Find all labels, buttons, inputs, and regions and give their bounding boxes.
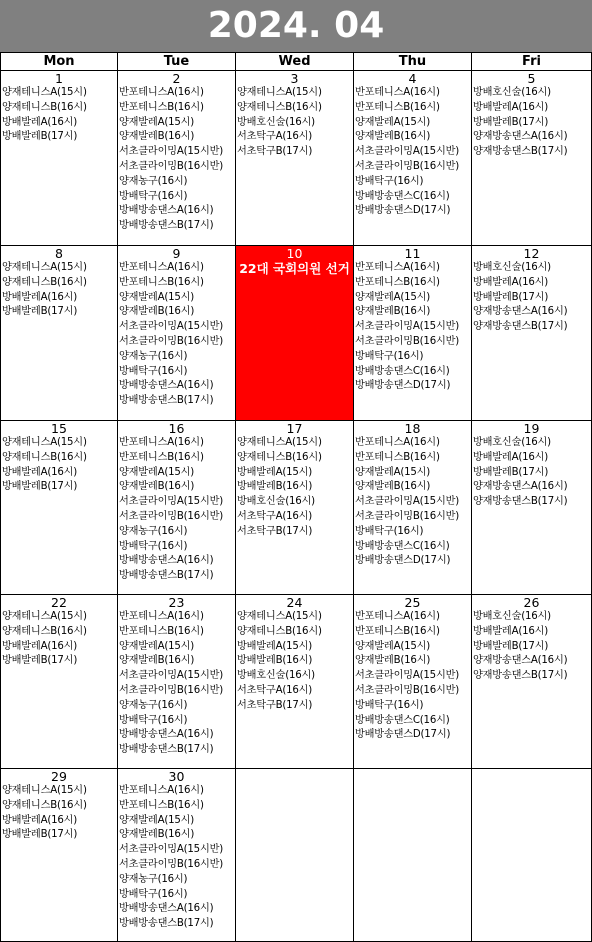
event-item: 방배탁구(16시): [119, 714, 188, 726]
event-item: 서초클라이밍A(15시반): [355, 321, 460, 333]
event-item: 양재발레B(16시): [355, 481, 431, 493]
event-item: 반포테니스A(16시): [119, 87, 204, 98]
event-item: 서초탁구B(17시): [237, 699, 313, 711]
event-item: 반포테니스A(16시): [355, 262, 440, 273]
day-number: 26: [523, 595, 540, 610]
event-item: 방배방송댄스A(16시): [119, 903, 214, 915]
event-item: 방배발레A(16시): [473, 101, 549, 113]
event-item: 양재방송댄스A(16시): [473, 655, 568, 667]
day-cell-24: [236, 595, 354, 769]
event-item: 방배탁구(16시): [355, 175, 424, 187]
event-item: 방배발레A(15시): [237, 640, 313, 652]
day-cell-4: [354, 71, 472, 246]
empty-cell: [472, 769, 592, 942]
event-item: 방배발레A(16시): [2, 116, 78, 128]
event-item: 방배발레A(16시): [473, 625, 549, 637]
day-number: 30: [168, 769, 185, 784]
event-item: 방배방송댄스C(16시): [355, 540, 450, 552]
event-item: 양재발레B(16시): [355, 131, 431, 143]
event-item: 방배방송댄스D(17시): [355, 205, 451, 217]
day-cell-12: [472, 246, 592, 421]
day-number: 17: [286, 421, 303, 436]
event-item: 양재발레A(15시): [119, 466, 195, 478]
event-item: 양재방송댄스B(17시): [473, 321, 568, 333]
event-item: 양재테니스B(16시): [237, 451, 322, 463]
event-item: 방배방송댄스B(17시): [119, 570, 214, 582]
event-item: 양재농구(16시): [119, 525, 188, 537]
day-cell-18: [354, 421, 472, 595]
event-item: 양재발레A(15시): [355, 291, 431, 303]
event-item: 방배방송댄스D(17시): [355, 380, 451, 392]
day-number: 23: [168, 595, 185, 610]
event-item: 양재테니스B(16시): [2, 625, 87, 637]
event-item: 서초탁구A(16시): [237, 684, 313, 696]
event-item: 반포테니스B(16시): [119, 276, 204, 288]
calendar-title: 2024. 04: [0, 0, 592, 52]
day-number: 9: [172, 246, 181, 261]
day-cell-11: [354, 246, 472, 421]
event-item: 방배발레A(16시): [473, 451, 549, 463]
event-item: 서초클라이밍B(16시반): [119, 510, 224, 522]
event-item: 서초클라이밍B(16시반): [355, 335, 460, 347]
event-item: 서초클라이밍B(16시반): [355, 160, 460, 172]
day-number: 24: [286, 595, 303, 610]
event-item: 서초클라이밍A(15시반): [119, 670, 224, 682]
event-item: 방배발레A(15시): [237, 466, 313, 478]
event-item: 양재발레B(16시): [119, 829, 195, 841]
event-item: 반포테니스A(16시): [355, 87, 440, 98]
event-item: 서초클라이밍A(15시반): [119, 146, 224, 158]
event-item: 서초탁구B(17시): [237, 146, 313, 158]
event-item: 양재테니스A(15시): [2, 785, 87, 796]
event-item: 방배방송댄스B(17시): [119, 744, 214, 756]
event-item: 서초탁구B(17시): [237, 525, 313, 537]
event-item: 양재테니스A(15시): [237, 437, 322, 448]
day-cell-1: [0, 71, 118, 246]
event-item: 방배방송댄스B(17시): [119, 395, 214, 407]
day-cell-2: [118, 71, 236, 246]
event-item: 반포테니스B(16시): [355, 625, 440, 637]
event-item: 양재방송댄스A(16시): [473, 306, 568, 318]
event-item: 서초클라이밍B(16시반): [119, 858, 224, 870]
event-item: 방배호신술(16시): [473, 87, 551, 98]
event-item: 방배발레B(16시): [237, 655, 313, 667]
event-item: 서초클라이밍A(15시반): [119, 321, 224, 333]
event-item: 방배발레B(17시): [2, 829, 78, 841]
event-item: 반포테니스A(16시): [119, 262, 204, 273]
event-item: 양재테니스B(16시): [2, 101, 87, 113]
event-item: 방배발레B(17시): [473, 291, 549, 303]
event-item: 반포테니스B(16시): [119, 451, 204, 463]
event-item: 방배방송댄스D(17시): [355, 555, 451, 567]
day-number: 4: [408, 71, 417, 86]
event-item: 서초클라이밍B(16시반): [355, 510, 460, 522]
day-number: 3: [290, 71, 299, 86]
event-item: 양재테니스A(15시): [2, 87, 87, 98]
event-item: 반포테니스A(16시): [119, 437, 204, 448]
event-item: 방배발레B(17시): [2, 131, 78, 143]
event-item: 방배발레B(17시): [473, 640, 549, 652]
weekday-header-fri: Fri: [472, 52, 592, 71]
event-item: 양재발레B(16시): [119, 655, 195, 667]
day-cell-29: [0, 769, 118, 942]
day-number: 16: [168, 421, 185, 436]
event-item: 서초클라이밍A(15시반): [119, 496, 224, 508]
day-cell-3: [236, 71, 354, 246]
event-item: 양재테니스A(15시): [2, 437, 87, 448]
event-item: 양재테니스A(15시): [2, 262, 87, 273]
event-item: 방배탁구(16시): [119, 190, 188, 202]
day-cell-15: [0, 421, 118, 595]
event-item: 방배발레A(16시): [2, 814, 78, 826]
day-number: 8: [55, 246, 63, 261]
event-item: 방배방송댄스A(16시): [119, 729, 214, 741]
event-item: 방배호신술(16시): [473, 437, 551, 448]
day-number: 5: [527, 71, 536, 86]
day-number: [236, 769, 353, 784]
event-item: 양재테니스B(16시): [237, 101, 322, 113]
event-item: 방배발레A(16시): [2, 640, 78, 652]
event-item: 양재테니스A(15시): [2, 611, 87, 622]
day-number: 18: [404, 421, 421, 436]
event-item: 방배탁구(16시): [119, 540, 188, 552]
event-item: 방배탁구(16시): [355, 525, 424, 537]
event-item: 방배발레B(17시): [2, 481, 78, 493]
event-item: 양재농구(16시): [119, 175, 188, 187]
event-item: 방배방송댄스A(16시): [119, 380, 214, 392]
event-item: 양재테니스B(16시): [2, 276, 87, 288]
event-item: 서초클라이밍A(15시반): [355, 496, 460, 508]
event-item: 양재발레A(15시): [119, 291, 195, 303]
event-item: 서초클라이밍B(16시반): [119, 160, 224, 172]
day-cell-9: [118, 246, 236, 421]
event-item: 양재발레B(16시): [119, 481, 195, 493]
event-item: 방배발레B(17시): [2, 655, 78, 667]
day-cell-16: [118, 421, 236, 595]
day-number: 25: [404, 595, 421, 610]
event-item: 서초클라이밍B(16시반): [355, 684, 460, 696]
event-item: 양재테니스A(15시): [237, 87, 322, 98]
event-item: 양재발레A(15시): [119, 116, 195, 128]
event-item: 양재방송댄스A(16시): [473, 131, 568, 143]
event-item: 방배방송댄스B(17시): [119, 918, 214, 930]
event-item: 반포테니스B(16시): [119, 625, 204, 637]
event-item: 방배방송댄스C(16시): [355, 714, 450, 726]
event-item: 방배탁구(16시): [355, 699, 424, 711]
event-item: 양재발레A(15시): [355, 640, 431, 652]
day-number: 1: [55, 71, 63, 86]
day-number: 11: [404, 246, 421, 261]
day-number: [354, 769, 471, 784]
day-number: 12: [523, 246, 540, 261]
event-item: 방배호신술(16시): [237, 670, 315, 682]
day-number: [472, 769, 591, 784]
event-item: 방배방송댄스D(17시): [355, 729, 451, 741]
event-item: 방배발레B(17시): [2, 306, 78, 318]
event-item: 서초클라이밍A(15시반): [355, 146, 460, 158]
empty-cell: [236, 769, 354, 942]
day-cell-22: [0, 595, 118, 769]
event-item: 서초클라이밍A(15시반): [119, 844, 224, 856]
event-item: 방배호신술(16시): [473, 611, 551, 622]
event-item: 반포테니스A(16시): [355, 611, 440, 622]
event-item: 양재발레B(16시): [119, 306, 195, 318]
event-item: 양재발레A(15시): [355, 116, 431, 128]
event-item: 방배발레A(16시): [473, 276, 549, 288]
event-item: 서초탁구A(16시): [237, 131, 313, 143]
event-item: 반포테니스B(16시): [119, 101, 204, 113]
event-item: 양재방송댄스B(17시): [473, 496, 568, 508]
weekday-header-thu: Thu: [354, 52, 472, 71]
event-item: 방배발레B(17시): [473, 466, 549, 478]
event-item: 양재발레A(15시): [119, 814, 195, 826]
event-item: 방배발레B(16시): [237, 481, 313, 493]
day-cell-19: [472, 421, 592, 595]
day-cell-8: [0, 246, 118, 421]
event-item: 방배탁구(16시): [119, 365, 188, 377]
event-item: 방배방송댄스B(17시): [119, 220, 214, 232]
event-item: 양재방송댄스B(17시): [473, 146, 568, 158]
event-item: 서초클라이밍A(15시반): [355, 670, 460, 682]
event-item: 방배탁구(16시): [119, 888, 188, 900]
event-item: 양재테니스B(16시): [2, 799, 87, 811]
day-cell-17: [236, 421, 354, 595]
event-item: 방배호신술(16시): [473, 262, 551, 273]
event-item: 양재발레B(16시): [355, 306, 431, 318]
day-cell-26: [472, 595, 592, 769]
event-item: 방배방송댄스A(16시): [119, 205, 214, 217]
event-item: 양재농구(16시): [119, 350, 188, 362]
event-item: 방배발레B(17시): [473, 116, 549, 128]
day-number: 15: [51, 421, 67, 436]
event-item: 방배탁구(16시): [355, 350, 424, 362]
event-item: 서초탁구A(16시): [237, 510, 313, 522]
event-item: 방배방송댄스C(16시): [355, 190, 450, 202]
event-item: 양재테니스B(16시): [2, 451, 87, 463]
day-cell-10: [236, 246, 354, 421]
day-number: 10: [286, 246, 303, 261]
event-item: 방배방송댄스A(16시): [119, 555, 214, 567]
event-item: 반포테니스B(16시): [355, 101, 440, 113]
day-number: 29: [51, 769, 67, 784]
event-item: 반포테니스B(16시): [119, 799, 204, 811]
event-item: 반포테니스A(16시): [119, 785, 204, 796]
event-item: 방배발레A(16시): [2, 291, 78, 303]
event-item: 서초클라이밍B(16시반): [119, 684, 224, 696]
event-item: 양재방송댄스A(16시): [473, 481, 568, 493]
day-cell-25: [354, 595, 472, 769]
event-item: 방배호신술(16시): [237, 496, 315, 508]
day-cell-30: [118, 769, 236, 942]
weekday-header-mon: Mon: [0, 52, 118, 71]
event-item: 방배호신술(16시): [237, 116, 315, 128]
weekday-header-tue: Tue: [118, 52, 236, 71]
event-item: 반포테니스B(16시): [355, 451, 440, 463]
event-item: 양재발레B(16시): [355, 655, 431, 667]
holiday-note: 22대 국회의원 선거: [239, 261, 350, 276]
day-number: 2: [172, 71, 181, 86]
event-item: 반포테니스B(16시): [355, 276, 440, 288]
event-item: 양재발레A(15시): [119, 640, 195, 652]
day-cell-5: [472, 71, 592, 246]
event-item: 양재농구(16시): [119, 873, 188, 885]
weekday-header-wed: Wed: [236, 52, 354, 71]
event-item: 양재발레A(15시): [355, 466, 431, 478]
day-number: 22: [51, 595, 67, 610]
calendar-grid: [0, 52, 592, 942]
event-item: 양재방송댄스B(17시): [473, 670, 568, 682]
event-item: 방배발레A(16시): [2, 466, 78, 478]
day-cell-23: [118, 595, 236, 769]
empty-cell: [354, 769, 472, 942]
event-item: 양재테니스A(15시): [237, 611, 322, 622]
event-item: 반포테니스A(16시): [119, 611, 204, 622]
event-item: 양재농구(16시): [119, 699, 188, 711]
event-item: 양재테니스B(16시): [237, 625, 322, 637]
event-item: 양재발레B(16시): [119, 131, 195, 143]
event-item: 방배방송댄스C(16시): [355, 365, 450, 377]
event-item: 반포테니스A(16시): [355, 437, 440, 448]
event-item: 서초클라이밍B(16시반): [119, 335, 224, 347]
day-number: 19: [523, 421, 540, 436]
